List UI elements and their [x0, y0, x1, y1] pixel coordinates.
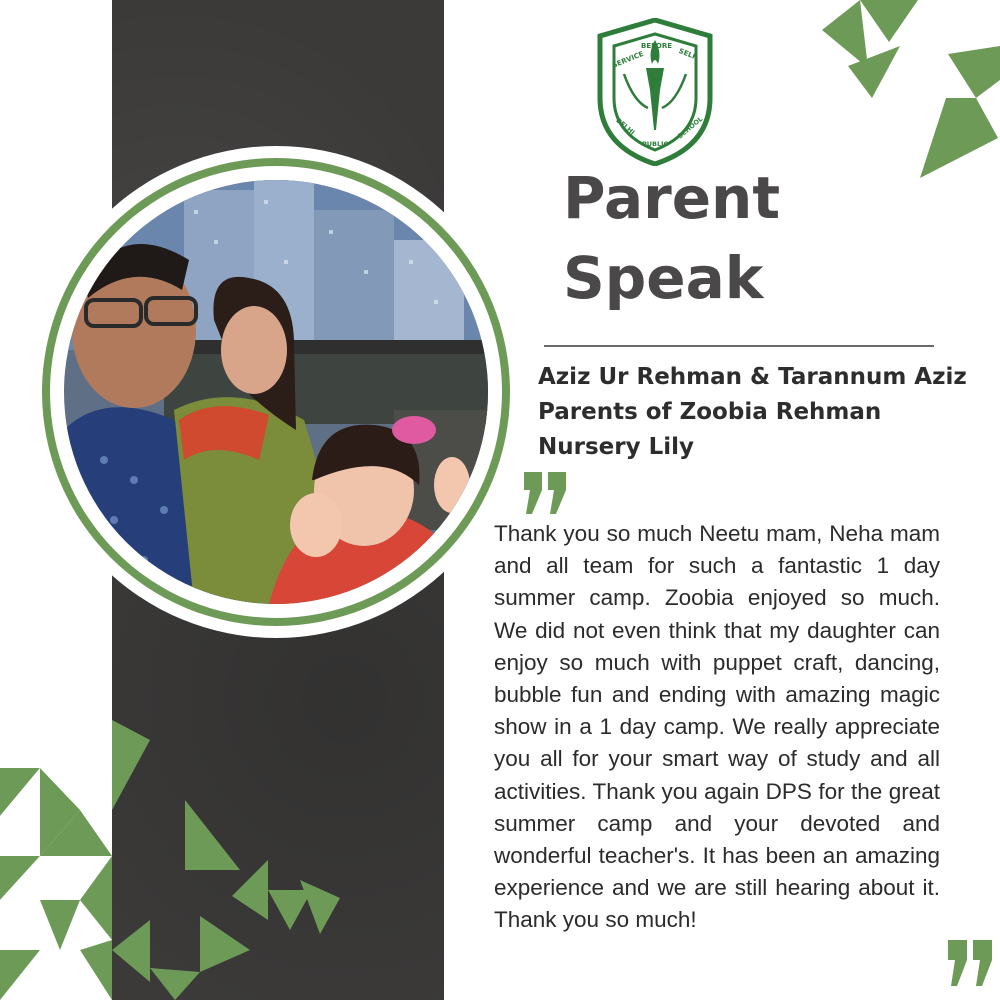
title-line-2: Speak	[563, 244, 764, 312]
class-name: Nursery Lily	[538, 434, 695, 460]
logo-text-self: SELF	[677, 46, 699, 62]
logo-text-before: BEFORE	[641, 42, 673, 50]
title-line-1: Parent	[563, 164, 781, 232]
school-crest-logo	[590, 18, 720, 166]
open-quote-icon	[520, 472, 570, 514]
decorative-triangles-bottom-left	[0, 720, 350, 1000]
child-name: Parents of Zoobia Rehman	[538, 399, 882, 425]
logo-text-public: PUBLIC	[642, 140, 669, 148]
testimonial-text: Thank you so much Neetu mam, Neha mam and all team for such a fantastic 1 day summer camp. Zoobia enjoyed so much. We did not even think that my daughter can enjoy so much with puppet craft, dancing, bubble fun and ending with amazing magic show in a 1 day camp. We really appreciate you all for your smart way of study and all activities. Thank you again DPS for the great summer camp and your devoted and wonderful teacher's. It has been an amazing experience and we are still hearing about it. Thank you so much!	[494, 521, 940, 933]
title-divider	[544, 345, 934, 347]
parent-info	[538, 360, 998, 465]
family-photo	[64, 180, 488, 604]
logo-text-service: SERVICE	[611, 49, 645, 70]
logo-text-delhi: DELHI	[614, 116, 637, 137]
close-quote-icon	[944, 940, 996, 986]
parent-names: Aziz Ur Rehman & Tarannum Aziz	[538, 364, 967, 390]
page-title	[563, 158, 883, 318]
logo-text-school: SCHOOL	[676, 114, 705, 141]
